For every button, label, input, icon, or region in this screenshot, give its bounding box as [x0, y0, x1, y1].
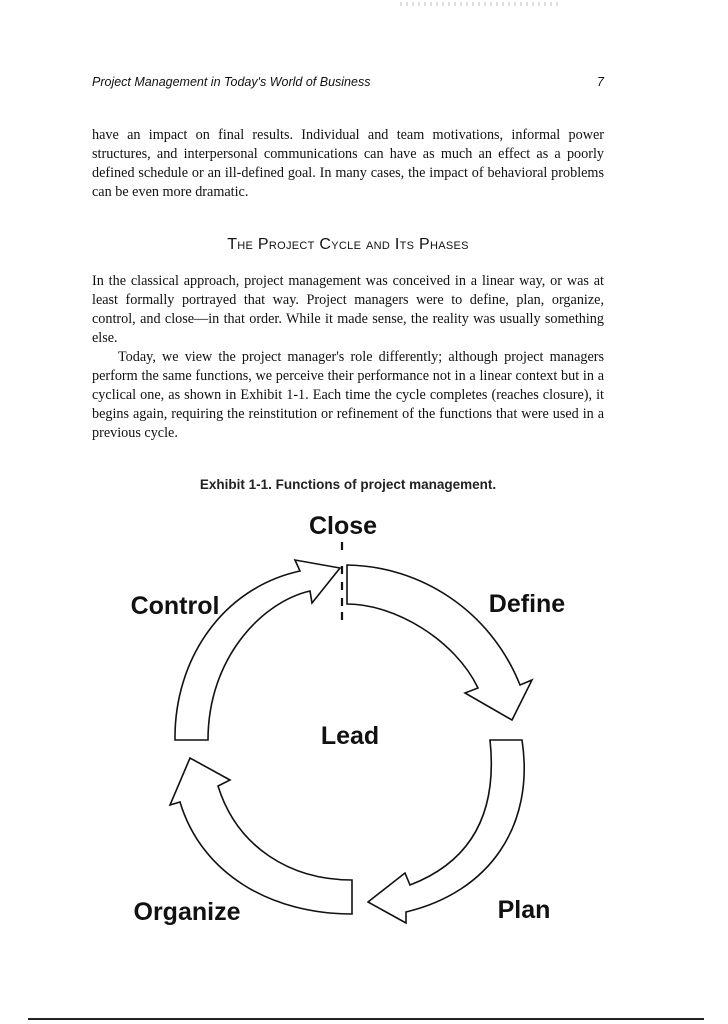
paragraph: have an impact on final results. Individual and team motivations, informal power structures, and interpersonal communications can have as much an effect as a poorly defined schedule or an ill-defined goal. In many cases, the impact of behavioral problems can be even more dramatic. — [92, 127, 604, 200]
bottom-rule — [28, 1018, 704, 1020]
scan-artifact — [400, 2, 560, 6]
running-head — [92, 75, 604, 89]
label-lead: Lead — [320, 722, 380, 750]
label-plan: Plan — [497, 896, 551, 924]
running-head-title: Project Management in Today's World of Business — [92, 75, 371, 89]
project-cycle-diagram — [0, 500, 728, 940]
paragraph: In the classical approach, project management was conceived in a linear way, or was at least formally portrayed that way. Project managers were to define, plan, organize, control, and close—in that order. While it made sense, the reality was usually something else. — [92, 273, 604, 346]
label-define: Define — [488, 590, 566, 618]
arrow-plan-to-organize — [170, 758, 352, 914]
arrow-organize-to-control — [175, 560, 340, 740]
page-number: 7 — [597, 75, 604, 89]
arrow-close-to-define — [347, 565, 532, 720]
label-close: Close — [308, 512, 378, 540]
label-organize: Organize — [133, 898, 241, 926]
exhibit-caption: Exhibit 1-1. Functions of project management. — [199, 477, 497, 492]
section-heading: The Project Cycle and Its Phases — [227, 236, 469, 253]
paragraph: Today, we view the project manager's role differently; although project managers perform the same functions, we perceive their performance not in a linear context but in a cyclical one, as shown in Exhibit 1-1. Each time the cycle completes (reaches closure), it begins again, requiring the reinstitution or refinement of the functions that were used in a previous cycle. — [92, 349, 604, 441]
intro-paragraph-block — [92, 126, 604, 202]
label-control: Control — [130, 592, 220, 620]
section-body — [92, 272, 604, 443]
